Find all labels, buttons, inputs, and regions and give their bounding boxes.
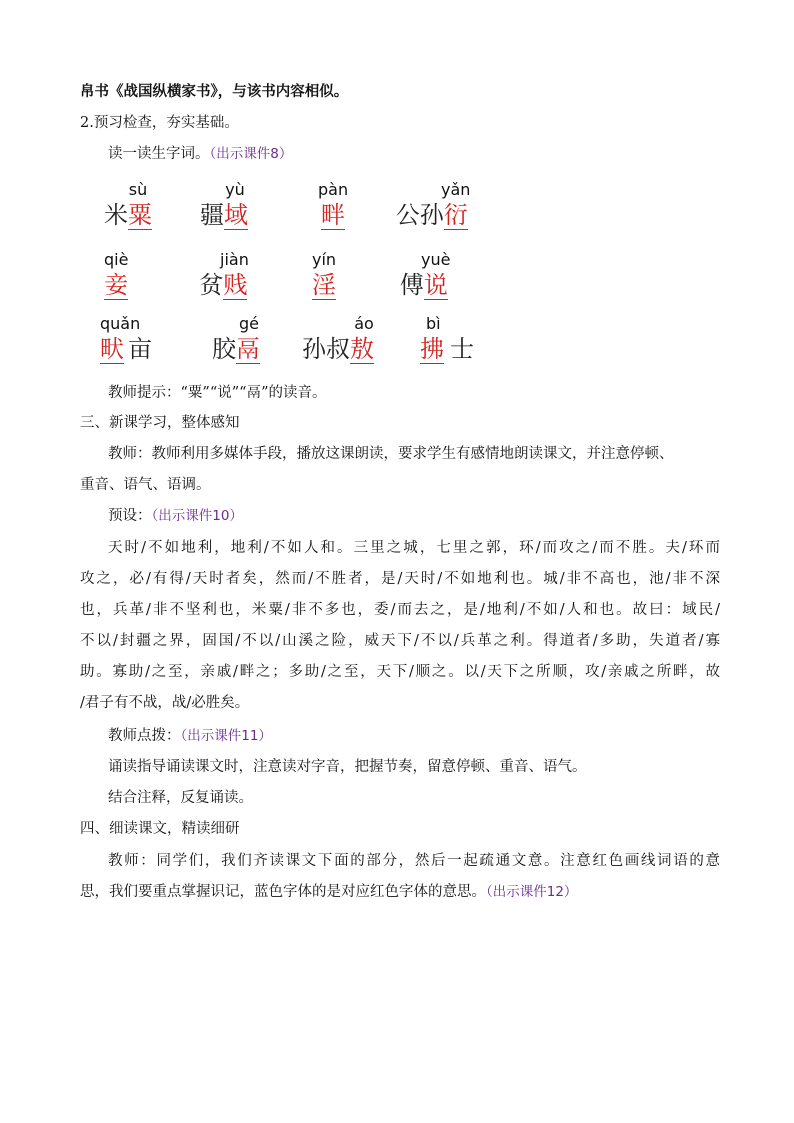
vocab-plain: 傅 — [399, 271, 424, 299]
classical-text-line: /君子有不战，战/必胜矣。 — [80, 695, 250, 711]
vocab-plain: 亩 — [128, 335, 152, 363]
classical-text-line: 不以/封疆之界，固国/不以/山溪之险，威天下/不以/兵革之利。得道者/多助，失道者/寡 — [80, 633, 720, 649]
vocab-highlight: 衍 — [443, 201, 468, 229]
vocab-item — [200, 180, 248, 230]
vocab-plain: 孙叔 — [302, 335, 350, 363]
section3-heading: 三、新课学习，整体感知 — [80, 415, 240, 431]
vocab-highlight: 说 — [423, 271, 448, 299]
preset-line — [108, 506, 243, 526]
vocab-item — [393, 180, 470, 230]
pinyin: áo — [354, 314, 374, 333]
vocab-plain: 疆 — [200, 201, 224, 229]
pinyin: jiàn — [220, 250, 249, 269]
pinyin: yuè — [421, 250, 451, 269]
pinyin: quǎn — [100, 314, 141, 333]
section3-teacher-line: 重音、语气、语调。 — [80, 477, 211, 493]
guide-line — [108, 726, 272, 746]
section4-teacher-line — [80, 882, 577, 902]
pinyin: sù — [128, 180, 148, 199]
vocab-plain: 贫 — [199, 271, 224, 299]
classical-text-line: 攻之，必/有得/天时者矣，然而/不胜者，是/天时/不如地利也。城/非不高也，池/非不深 — [80, 571, 720, 587]
section4-teacher-line: 教师：同学们，我们齐读课文下面的部分，然后一起疏通文意。注意红色画线词语的意 — [108, 853, 720, 869]
vocab-item — [318, 180, 348, 230]
vocab-plain: 胶 — [212, 335, 236, 363]
pinyin: pàn — [318, 180, 349, 199]
vocab-highlight: 粟 — [128, 201, 152, 229]
vocab-highlight: 鬲 — [236, 335, 260, 363]
guide-label: 教师点拨： — [108, 728, 181, 744]
vocab-item — [100, 314, 152, 364]
courseware-ref-10: （出示课件10） — [151, 508, 243, 524]
section2-heading: 2.预习检查，夯实基础。 — [80, 115, 239, 131]
pinyin: bì — [426, 314, 441, 333]
intro-line: 帛书《战国纵横家书》，与该书内容相似。 — [80, 83, 349, 100]
vocab-highlight: 贱 — [223, 271, 248, 299]
vocab-highlight: 畎 — [100, 335, 124, 363]
courseware-ref-8: （出示课件8） — [209, 146, 293, 162]
classical-text-line: 也，兵革/非不坚利也，米粟/非不多也，委/而去之，是/地利/不如/人和也。故曰：域民/ — [80, 602, 720, 618]
pinyin: yǎn — [441, 180, 471, 199]
vocab-plain: 士 — [450, 335, 474, 363]
vocab-item — [312, 250, 336, 300]
vocab-highlight: 淫 — [312, 271, 337, 299]
guide-text: 诵读指导诵读课文时，注意读对字音，把握节奏，留意停顿、重音、语气。 — [108, 759, 587, 775]
section4-teacher-text: 思，我们要重点掌握识记，蓝色字体的是对应红色字体的意思。 — [80, 884, 486, 900]
pinyin: gé — [239, 314, 259, 333]
classical-text-line: 助。寡助/之至，亲戚/畔之；多助/之至，天下/顺之。以/天下之所顺，攻/亲戚之所畔，故 — [80, 664, 720, 680]
vocab-highlight: 拂 — [420, 335, 444, 363]
section3-teacher-line: 教师：教师利用多媒体手段，播放这课朗读，要求学生有感情地朗读课文，并注意停顿、 — [108, 446, 674, 462]
combine-text: 结合注释，反复诵读。 — [108, 790, 253, 806]
vocab-highlight: 敖 — [350, 335, 374, 363]
vocab-plain: 公孙 — [395, 201, 444, 229]
vocab-item — [212, 314, 260, 364]
read-prompt-text: 读一读生字词。 — [108, 146, 210, 162]
vocab-plain: 米 — [104, 201, 128, 229]
section4-heading: 四、细读课文，精读细研 — [80, 821, 240, 837]
vocab-item — [420, 314, 474, 364]
vocab-highlight: 畔 — [321, 201, 346, 229]
vocab-highlight: 妾 — [104, 271, 129, 299]
preset-label: 预设： — [108, 508, 152, 524]
read-prompt — [108, 144, 292, 164]
courseware-ref-11: （出示课件11） — [180, 728, 272, 744]
pinyin: yù — [225, 180, 245, 199]
vocab-highlight: 域 — [224, 201, 248, 229]
vocab-item — [397, 250, 450, 300]
pinyin: qiè — [104, 250, 129, 269]
vocab-item — [104, 250, 128, 300]
vocab-item — [198, 250, 249, 300]
vocab-item — [104, 180, 152, 230]
classical-text-line: 天时/不如地利，地利/不如人和。三里之城，七里之郭，环/而攻之/而不胜。夫/环而 — [108, 540, 720, 556]
pinyin: yín — [312, 250, 337, 269]
vocab-item — [302, 314, 374, 364]
courseware-ref-12: （出示课件12） — [486, 884, 578, 900]
teacher-tip: 教师提示：“粟”“说”“鬲”的读音。 — [108, 385, 327, 401]
